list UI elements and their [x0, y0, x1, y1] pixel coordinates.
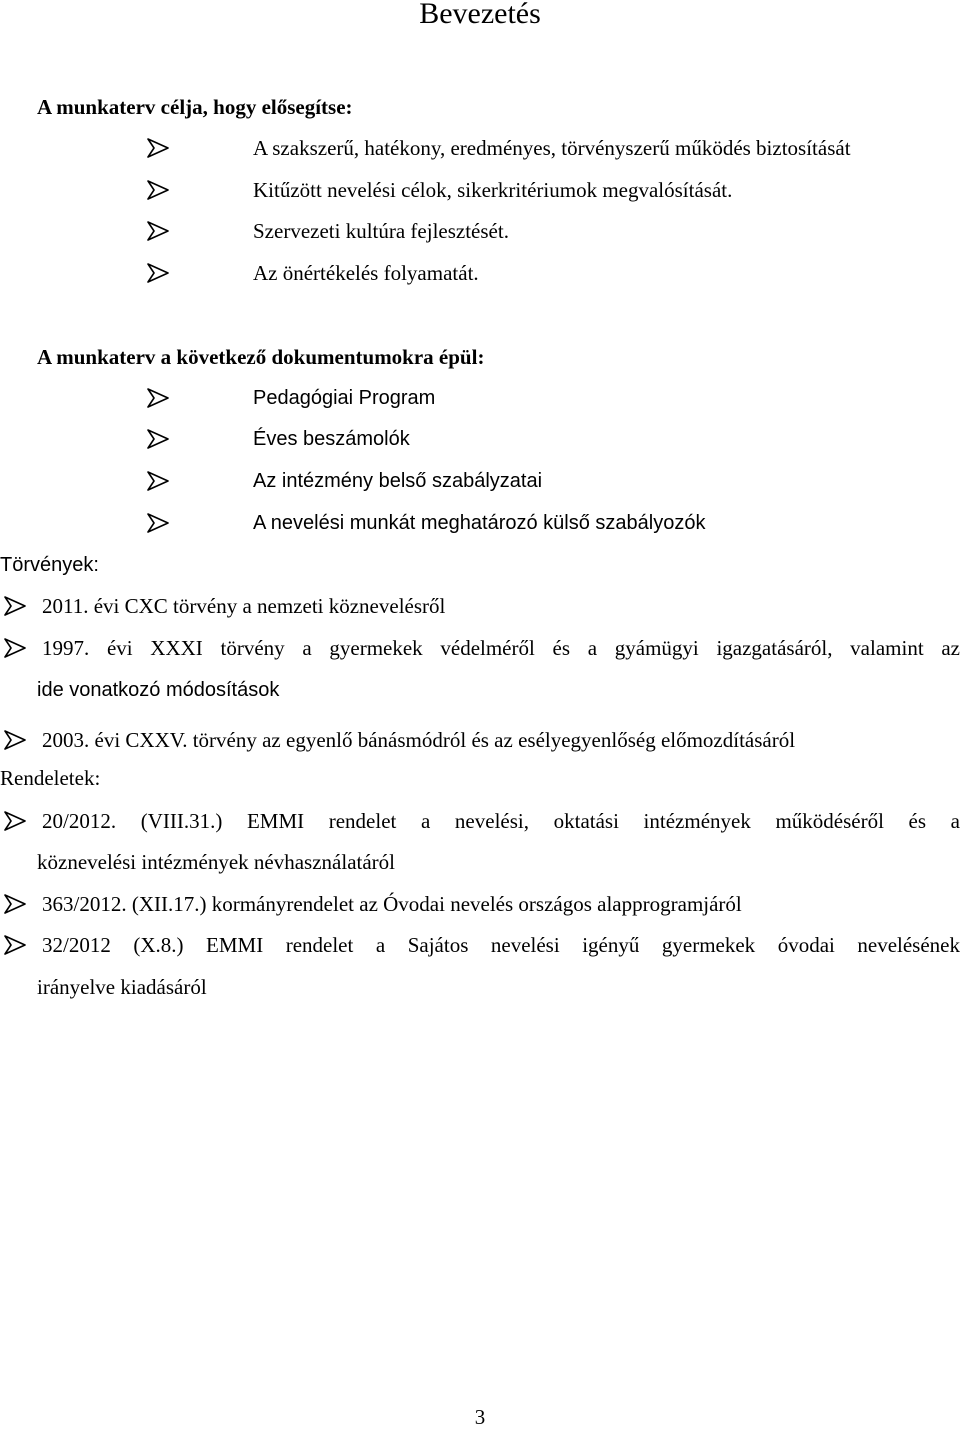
arrowhead-bullet-icon	[147, 388, 169, 408]
page-title: Bevezetés	[419, 0, 541, 30]
arrowhead-bullet-icon	[147, 221, 169, 241]
decree-item-continuation: köznevelési intézmények névhasználatáról	[37, 850, 396, 874]
decrees-label: Rendeletek:	[0, 766, 101, 790]
arrowhead-bullet-icon	[147, 471, 169, 491]
arrowhead-bullet-icon	[147, 138, 169, 158]
arrowhead-bullet-icon	[147, 180, 169, 200]
decree-item: 32/2012 (X.8.) EMMI rendelet a Sajátos nevelési igényű gyermekek óvodai nevelésének	[42, 933, 960, 957]
arrowhead-bullet-icon	[4, 935, 26, 955]
laws-label: Törvények:	[0, 554, 99, 576]
section1-item: Szervezeti kultúra fejlesztését.	[253, 219, 509, 243]
section1-item: Kitűzött nevelési célok, sikerkritériumok megvalósítását.	[253, 178, 733, 202]
arrowhead-bullet-icon	[4, 811, 26, 831]
section2-item: Pedagógiai Program	[253, 387, 436, 409]
decree-item: 20/2012. (VIII.31.) EMMI rendelet a nevelési, oktatási intézmények működéséről és a	[42, 809, 960, 833]
decree-item-continuation: irányelve kiadásáról	[37, 975, 207, 999]
decree-item: 363/2012. (XII.17.) kormányrendelet az Óvodai nevelés országos alapprogramjáról	[42, 892, 742, 916]
arrowhead-bullet-icon	[147, 263, 169, 283]
law-item: 1997. évi XXXI törvény a gyermekek védelméről és a gyámügyi igazgatásáról, valamint az	[42, 636, 960, 660]
law-item: 2003. évi CXXV. törvény az egyenlő bánásmódról és az esélyegyenlőség előmozdításáról	[42, 728, 796, 752]
section2-item: Éves beszámolók	[253, 428, 410, 450]
law-item-continuation: ide vonatkozó módosítások	[37, 679, 280, 701]
law-item: 2011. évi CXC törvény a nemzeti köznevelésről	[42, 594, 446, 618]
arrowhead-bullet-icon	[147, 513, 169, 533]
arrowhead-bullet-icon	[4, 596, 26, 616]
arrowhead-bullet-icon	[4, 894, 26, 914]
arrowhead-bullet-icon	[4, 638, 26, 658]
section1-item: A szakszerű, hatékony, eredményes, törvényszerű működés biztosítását	[253, 136, 851, 160]
section1-heading: A munkaterv célja, hogy elősegítse:	[37, 95, 353, 119]
page-number: 3	[474, 1405, 486, 1429]
section1-item: Az önértékelés folyamatát.	[253, 261, 479, 285]
section2-item: A nevelési munkát meghatározó külső szabályozók	[253, 512, 706, 534]
arrowhead-bullet-icon	[4, 730, 26, 750]
arrowhead-bullet-icon	[147, 429, 169, 449]
section2-item: Az intézmény belső szabályzatai	[253, 470, 543, 492]
section2-heading: A munkaterv a következő dokumentumokra épül:	[37, 345, 485, 369]
